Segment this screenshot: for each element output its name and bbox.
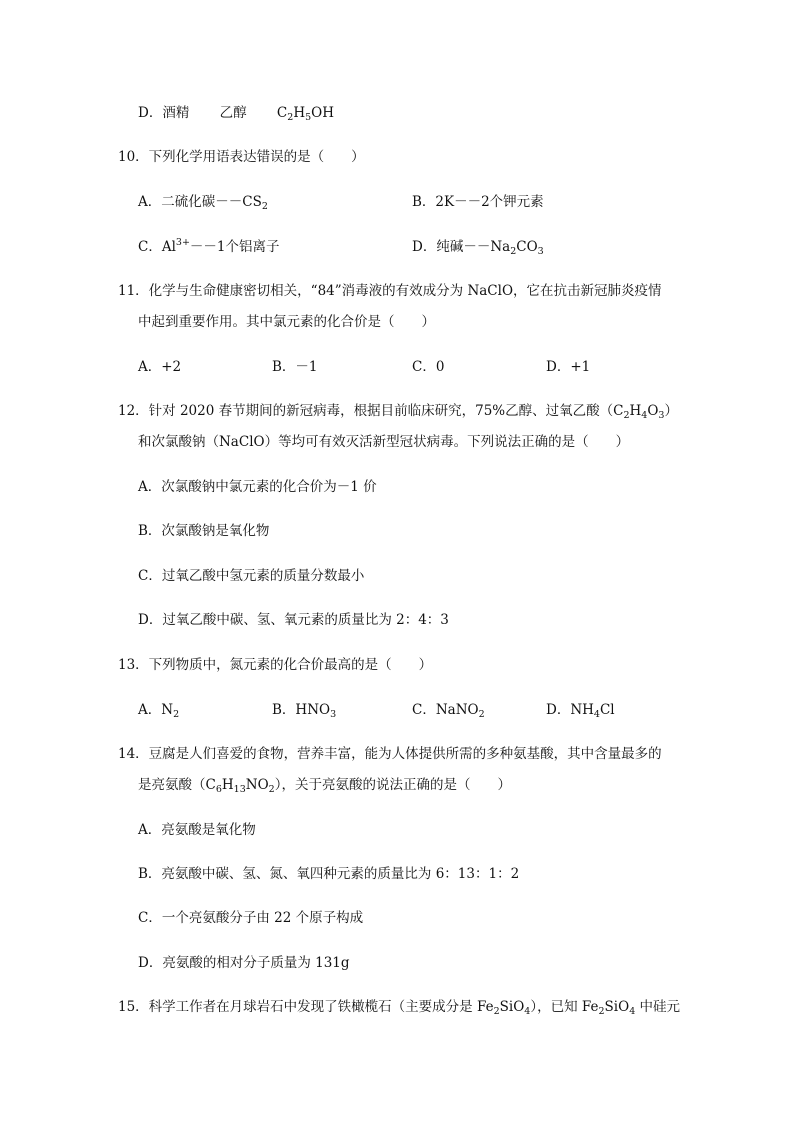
question-11-stem-line1: 11．化学与生命健康密切相关，“84”消毒液的有效成分为 NaClO，它在抗击新冠肺炎疫情 xyxy=(118,283,662,299)
q14-option-a: A．亮氨酸是氧化物 xyxy=(138,822,256,838)
q12-option-b: B．次氯酸钠是氧化物 xyxy=(138,523,270,539)
formula: $C_2H_5OH$ xyxy=(276,105,334,123)
question-10-stem: 10．下列化学用语表达错误的是（ ） xyxy=(118,149,365,165)
q10-option-a: A．二硫化碳$--CS_2$ xyxy=(138,194,268,212)
question-14-stem-line1: 14．豆腐是人们喜爱的食物，营养丰富，能为人体提供所需的多种氨基酸，其中含量最多的 xyxy=(118,746,662,762)
q13-option-c: C．NaNO$_2$ xyxy=(412,702,485,720)
question-12-stem-line1: 12．针对 2020 春节期间的新冠病毒，根据目前临床研究，75%乙醇、过氧乙酸$(C_2H_4O_3)$ xyxy=(118,403,678,421)
question-11-stem-line2: 中起到重要作用。其中氯元素的化合价是（ ） xyxy=(138,314,435,330)
q13-option-b: B．$HNO_3$ xyxy=(272,702,337,720)
question-12-stem-line2: 和次氯酸钠（NaClO）等均可有效灭活新型冠状病毒。下列说法正确的是（ ） xyxy=(138,434,630,450)
question-15-stem-line1: 15．科学工作者在月球岩石中发现了铁橄榄石（主要成分是 $Fe_2SiO_4$），已知 $Fe_2SiO_4$ 中硅元 xyxy=(118,999,681,1017)
q9-option-d: D．酒精 乙醇 $C_2H_5OH$ xyxy=(138,105,334,123)
question-14-stem-line2: 是亮氨酸$(C_6H_{13}NO_2)$，关于亮氨酸的说法正确的是（ ） xyxy=(138,777,511,795)
q11-option-a: A．+2 xyxy=(138,359,182,375)
q12-option-a: A．次氯酸钠中氯元素的化合价为－1 价 xyxy=(138,479,377,495)
q11-option-d: D．+1 xyxy=(546,359,591,375)
q13-option-d: D．$NH_4Cl$ xyxy=(546,702,615,720)
q14-option-b: B．亮氨酸中碳、氢、氮、氧四种元素的质量比为 6：13：1：2 xyxy=(138,866,520,882)
q10-option-c: C．$Al^{3+}--1$个铝离子 xyxy=(138,237,280,255)
q11-option-b: B．－1 xyxy=(272,359,318,375)
q12-option-c: C．过氧乙酸中氢元素的质量分数最小 xyxy=(138,568,365,584)
q13-option-a: A．$N_2$ xyxy=(138,702,180,720)
q10-option-d: D．纯碱$--Na_2CO_3$ xyxy=(412,239,544,257)
q10-option-b: B．2K－－2个钾元素 xyxy=(412,194,544,210)
q11-option-c: C．0 xyxy=(412,359,445,375)
q12-option-d: D．过氧乙酸中碳、氢、氧元素的质量比为 2：4：3 xyxy=(138,612,449,628)
q14-option-c: C．一个亮氨酸分子由 22 个原子构成 xyxy=(138,910,364,926)
question-13-stem: 13．下列物质中，氮元素的化合价最高的是（ ） xyxy=(118,657,433,673)
q14-option-d: D．亮氨酸的相对分子质量为 131g xyxy=(138,955,350,971)
